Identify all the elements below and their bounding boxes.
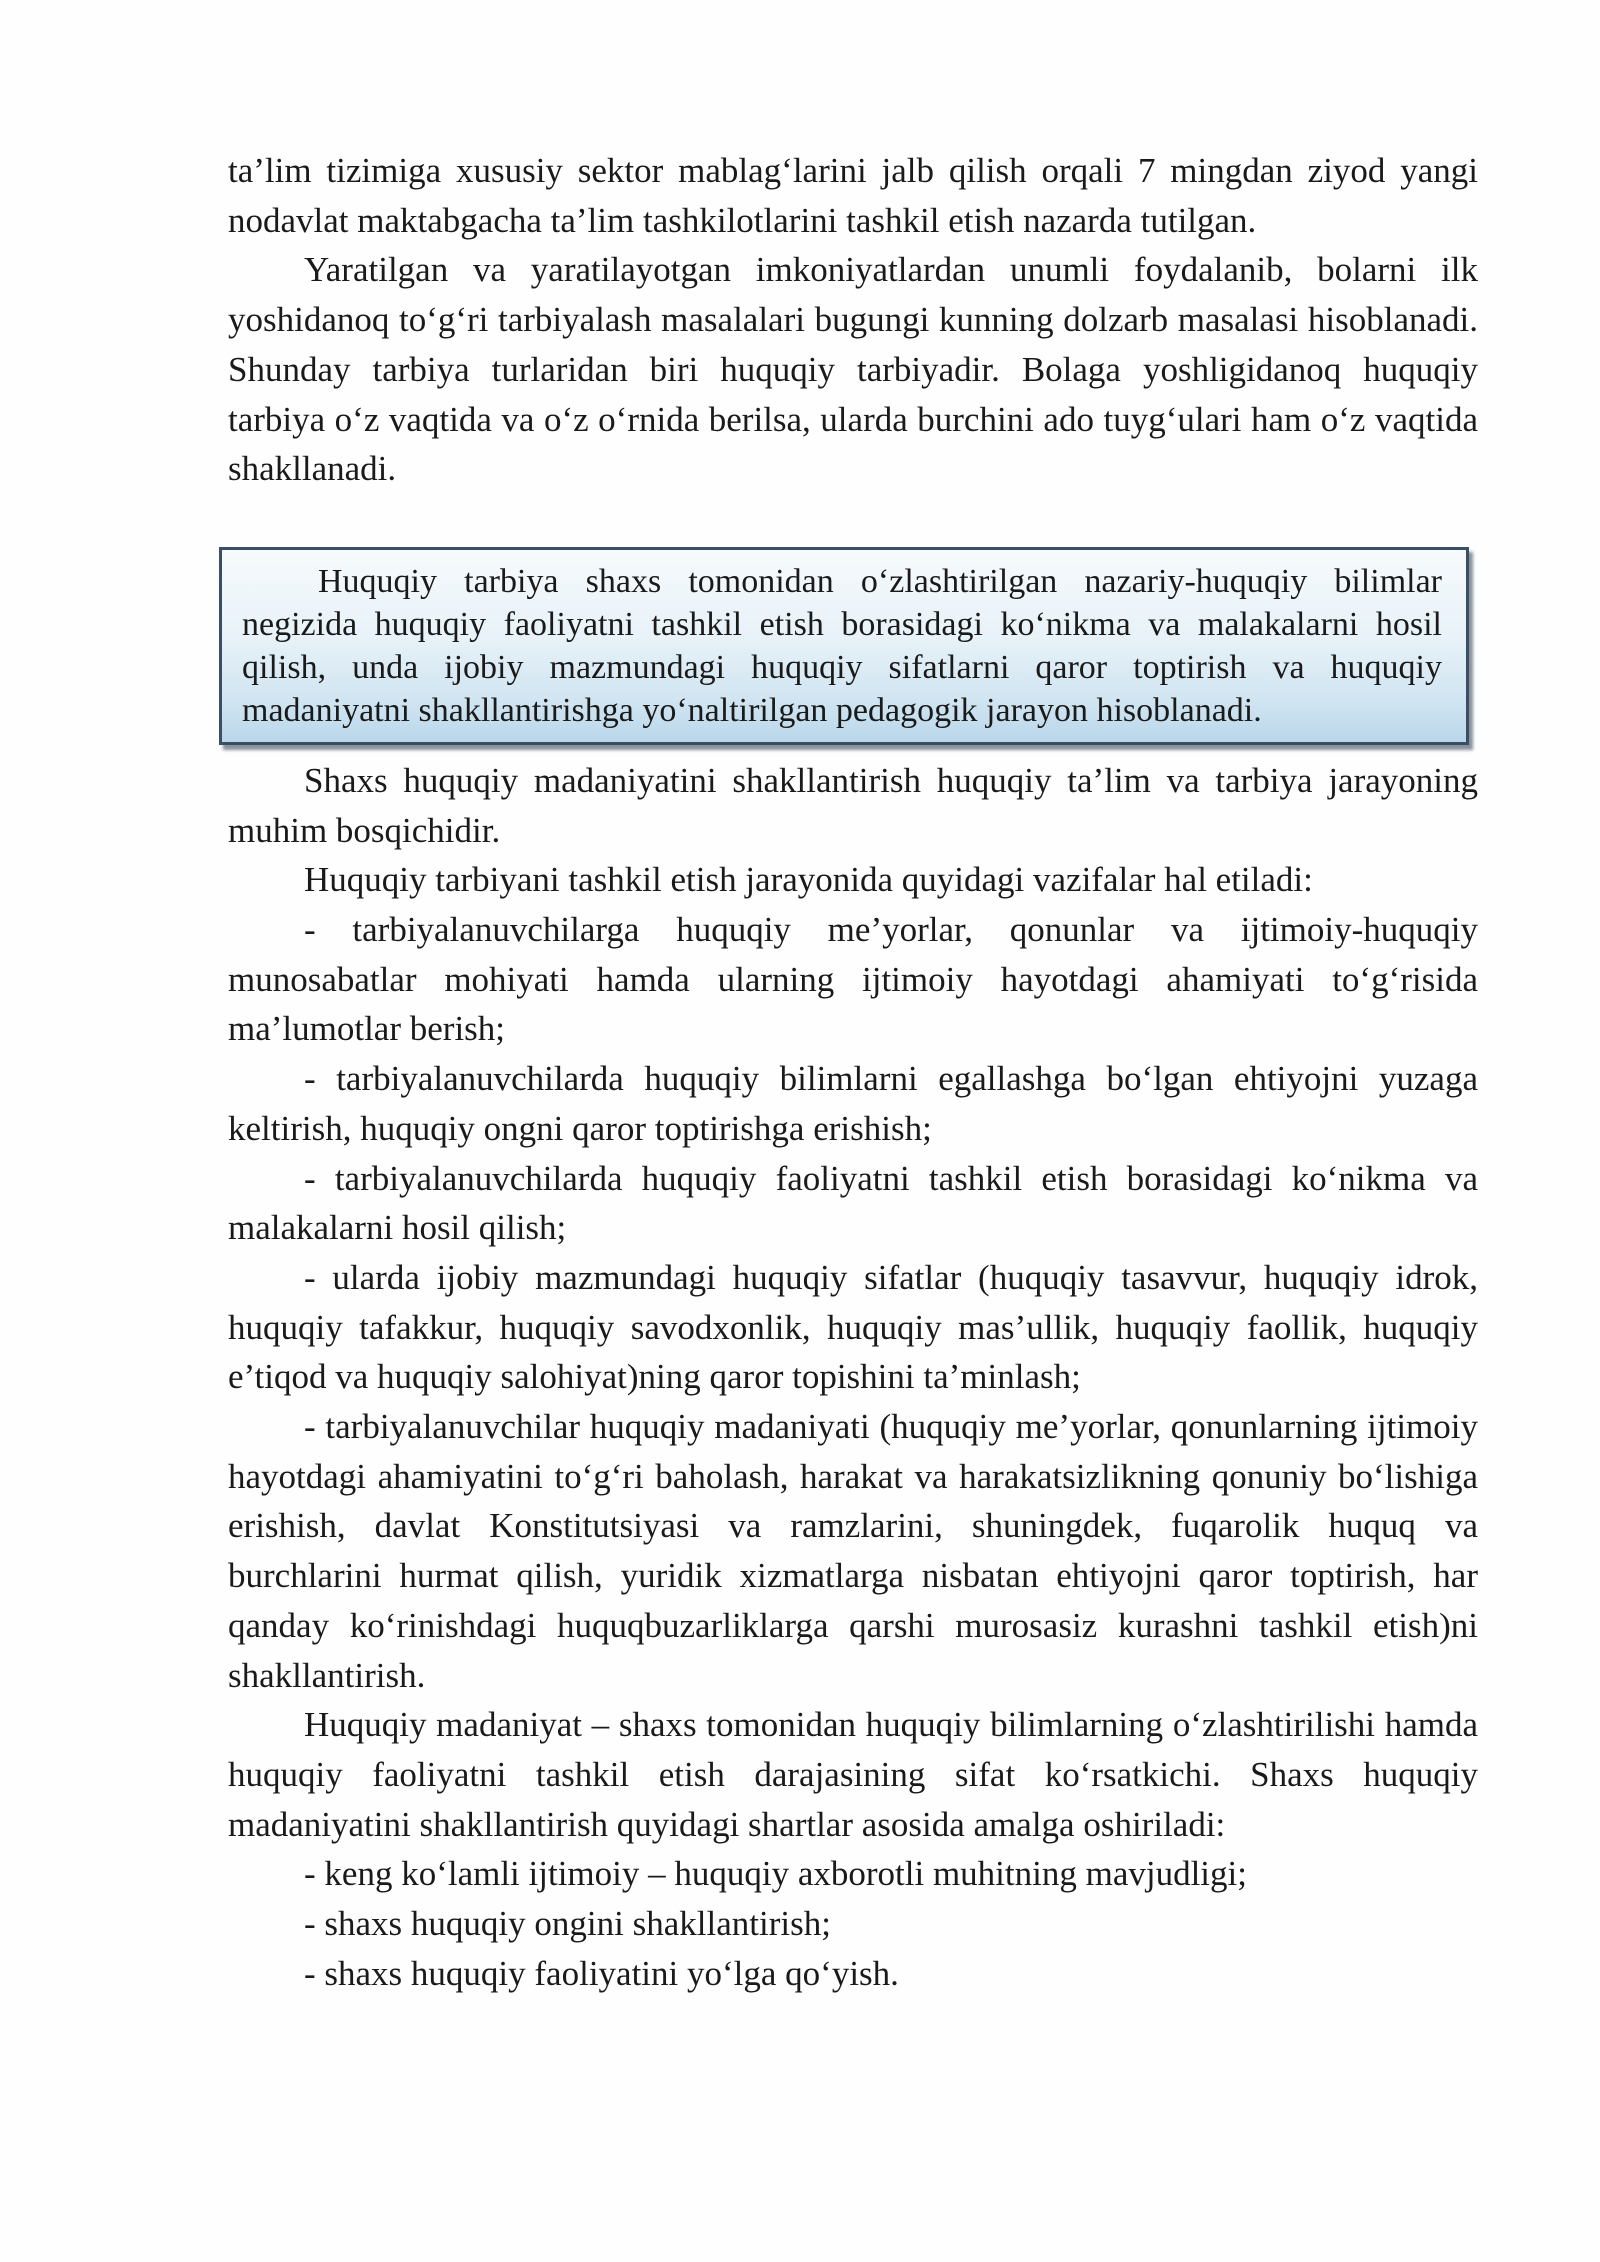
paragraph-legal-culture-stage: Shaxs huquqiy madaniyatini shakllantirish huquqiy ta’lim va tarbiya jarayoning muhim bosqichidir. [228,760,1478,850]
list-item-task: - tarbiyalanuvchilar huquqiy madaniyati (huquqiy me’yorlar, qonunlarning ijtimoiy hayotdagi ahamiyatini to‘g‘ri baholash, harakat va harakatsizlikning qonuniy bo‘lishiga erishish, davlat Konstitutsiyasi va ramzlarini, shuningdek, fuqarolik huquq va burchlarini hurmat qilish, yuridik xizmatlarga nisbatan ehtiyojni qaror toptirish, har qanday ko‘rinishdagi huquqbuzarliklarga qarshi murosasiz kurashni tashkil etish)ni shakllantirish. [228,1407,1478,1695]
list-item-task: - ularda ijobiy mazmundagi huquqiy sifatlar (huquqiy tasavvur, huquqiy idrok, huquqiy tafakkur, huquqiy savodxonlik, huquqiy mas’ullik, huquqiy faollik, huquqiy e’tiqod va huquqiy salohiyat)ning qaror topishini ta’minlash; [228,1257,1478,1397]
list-item-condition: - shaxs huquqiy ongini shakllantirish; [304,1904,831,1944]
page-body [228,146,1478,1999]
paragraph-continuation: ta’lim tizimiga xususiy sektor mablag‘larini jalb qilish orqali 7 mingdan ziyod yangi nodavlat maktabgacha ta’lim tashkilotlarini tashkil etish nazarda tutilgan. [228,151,1478,240]
list-item-task: - tarbiyalanuvchilarda huquqiy faoliyatni tashkil etish borasidagi ko‘nikma va malakalarni hosil qilish; [228,1158,1478,1248]
definition-callout-box [219,547,1469,745]
spacer [228,494,1478,547]
list-item-task: - tarbiyalanuvchilarga huquqiy me’yorlar, qonunlar va ijtimoiy-huquqiy munosabatlar mohiyati hamda ularning ijtimoiy hayotdagi ahamiyati to‘g‘risida ma’lumotlar berish; [228,910,1478,1049]
definition-text: Huquqiy tarbiya shaxs tomonidan o‘zlashtirilgan nazariy-huquqiy bilimlar negizida huquqiy faoliyatni tashkil etish borasidagi ko‘nikma va malakalarni hosil qilish, unda ijobiy mazmundagi huquqiy sifatlarni qaror toptirish va huquqiy madaniyatni shakllantirishga yo‘naltirilgan pedagogik jarayon hisoblanadi. [242,562,1442,729]
spacer [228,745,1478,756]
paragraph-legal-culture-definition: Huquqiy madaniyat – shaxs tomonidan huquqiy bilimlarning o‘zlashtirilishi hamda huquqiy faoliyatni tashkil etish darajasining sifat ko‘rsatkichi. Shaxs huquqiy madaniyatini shakllantirish quyidagi shartlar asosida amalga oshiriladi: [228,1705,1478,1844]
list-item-condition: - keng ko‘lamli ijtimoiy – huquqiy axborotli muhitning mavjudligi; [304,1854,1247,1894]
list-item-task: - tarbiyalanuvchilarda huquqiy bilimlarni egallashga bo‘lgan ehtiyojni yuzaga keltirish, huquqiy ongni qaror toptirishga erishish; [228,1059,1478,1148]
paragraph-opportunities: Yaratilgan va yaratilayotgan imkoniyatlardan unumli foydalanib, bolarni ilk yoshidanoq to‘g‘ri tarbiyalash masalalari bugungi kunning dolzarb masalasi hisoblanadi. Shunday tarbiya turlaridan biri huquqiy tarbiyadir. Bolaga yoshligidanoq huquqiy tarbiya o‘z vaqtida va o‘z o‘rnida berilsa, ularda burchini ado tuyg‘ulari ham o‘z vaqtida shakllanadi. [228,250,1478,489]
list-item-condition: - shaxs huquqiy faoliyatini yo‘lga qo‘yish. [304,1953,899,1993]
paragraph-tasks-intro: Huquqiy tarbiyani tashkil etish jarayonida quyidagi vazifalar hal etiladi: [304,860,1313,900]
